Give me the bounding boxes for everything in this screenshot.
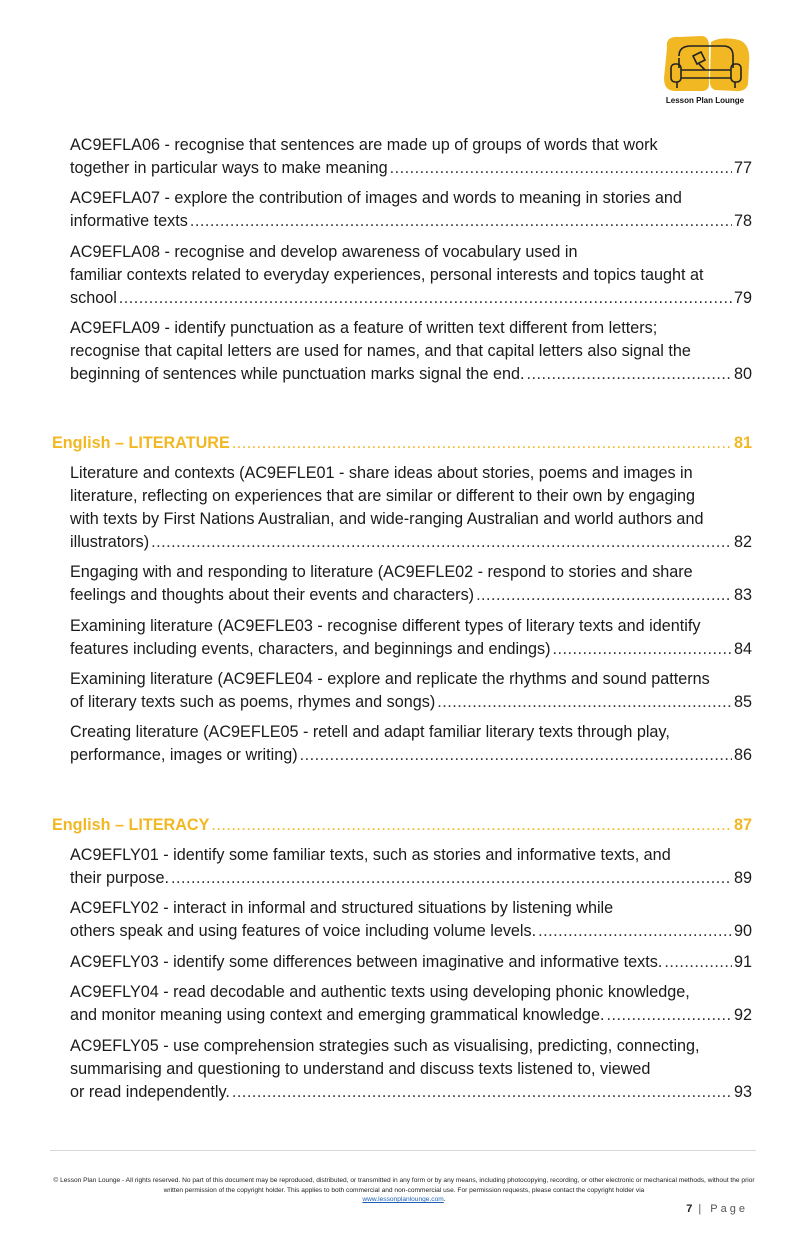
toc-entry-line: Examining literature (AC9EFLE04 - explore and replicate the rhythms and sound patterns — [70, 670, 710, 688]
toc-entry-line: AC9EFLY05 - use comprehension strategies such as visualising, predicting, connecting, — [70, 1037, 700, 1055]
section-heading-literacy[interactable] — [52, 814, 752, 837]
toc-entry-text: feelings and thoughts about their events and characters) — [70, 586, 475, 604]
toc-entry-line: Literature and contexts (AC9EFLE01 - share ideas about stories, poems and images in — [70, 464, 693, 482]
dot-leader — [151, 531, 732, 554]
toc-entry[interactable] — [70, 1035, 752, 1104]
page-number — [686, 1203, 748, 1215]
toc-page-number: 82 — [733, 533, 752, 551]
toc-entry-text: their purpose. — [70, 869, 169, 887]
toc-entry[interactable] — [70, 897, 752, 943]
section-heading-literature[interactable] — [52, 432, 752, 455]
toc-page-number: 93 — [733, 1083, 752, 1101]
dot-leader — [211, 814, 732, 837]
toc-entry-line: AC9EFLY02 - interact in informal and structured situations by listening while — [70, 899, 614, 917]
dot-leader — [390, 157, 732, 180]
toc-entry[interactable] — [70, 844, 752, 890]
dot-leader — [476, 584, 732, 607]
link-suffix: . — [443, 1196, 446, 1203]
toc-entry[interactable] — [70, 615, 752, 661]
dot-leader — [119, 287, 732, 310]
dot-leader — [171, 867, 732, 890]
toc-entry-text: or read independently. — [70, 1083, 230, 1101]
dot-leader — [232, 432, 732, 455]
page-number-label: Page — [710, 1203, 748, 1215]
page-number-separator: | — [692, 1203, 711, 1215]
toc-entry-line: familiar contexts related to everyday experiences, personal interests and topics taught at — [70, 266, 704, 284]
copyright-text: © Lesson Plan Lounge - All rights reserved. No part of this document may be reproduced, distributed, or transmitted in any form or by any means, including photocopying, recording, or other electronic or mechanical methods, without the prior written permission of the copyright holder. This applies to both commercial and non-commercial use. For permission requests, please contact the copyright holder via — [53, 1177, 755, 1194]
footer-divider — [50, 1150, 756, 1151]
toc-entry[interactable] — [70, 187, 752, 233]
dot-leader — [300, 744, 732, 767]
toc-entry-line: AC9EFLY01 - identify some familiar texts, such as stories and informative texts, and — [70, 846, 671, 864]
dot-leader — [538, 920, 732, 943]
toc-entry-line: summarising and questioning to understand and discuss texts listened to, viewed — [70, 1060, 651, 1078]
sofa-logo-icon — [661, 34, 751, 96]
toc-entry-line: Creating literature (AC9EFLE05 - retell and adapt familiar literary texts through play, — [70, 723, 670, 741]
toc-entry-text: illustrators) — [70, 533, 150, 551]
section-page-number: 81 — [733, 434, 752, 452]
toc-page-number: 90 — [733, 922, 752, 940]
toc-entry[interactable] — [70, 981, 752, 1027]
toc-entry-line: AC9EFLA08 - recognise and develop awareness of vocabulary used in — [70, 243, 578, 261]
toc-entry-text: and monitor meaning using context and emerging grammatical knowledge. — [70, 1006, 605, 1024]
toc-entry-text: of literary texts such as poems, rhymes and songs) — [70, 693, 436, 711]
toc-entry-line: AC9EFLA09 - identify punctuation as a feature of written text different from letters; — [70, 319, 658, 337]
toc-entry-line: AC9EFLA06 - recognise that sentences are made up of groups of words that work — [70, 136, 658, 154]
dot-leader — [664, 951, 732, 974]
section-page-number: 87 — [733, 816, 752, 834]
toc-entry-line: literature, reflecting on experiences that are similar or different to their own by engaging — [70, 487, 696, 505]
toc-page-number: 78 — [733, 212, 752, 230]
toc-entry-text: AC9EFLY03 - identify some differences between imaginative and informative texts. — [70, 953, 663, 971]
toc-entry[interactable] — [70, 561, 752, 607]
copyright-notice — [52, 1176, 756, 1205]
dot-leader — [232, 1081, 732, 1104]
toc-page-number: 83 — [733, 586, 752, 604]
dot-leader — [553, 638, 732, 661]
toc-page-number: 79 — [733, 289, 752, 307]
toc-entry[interactable] — [70, 317, 752, 386]
toc-page-number: 77 — [733, 159, 752, 177]
logo — [659, 34, 751, 108]
dot-leader — [190, 210, 732, 233]
dot-leader — [607, 1004, 732, 1027]
toc-entry-text: others speak and using features of voice including volume levels. — [70, 922, 537, 940]
toc-entry-line: AC9EFLY04 - read decodable and authentic texts using developing phonic knowledge, — [70, 983, 690, 1001]
logo-text: Lesson Plan Lounge — [665, 96, 745, 105]
dot-leader — [526, 363, 732, 386]
toc-entry-text: school — [70, 289, 117, 307]
toc-page-number: 92 — [733, 1006, 752, 1024]
toc-entry-text: beginning of sentences while punctuation marks signal the end. — [70, 365, 525, 383]
toc-entry[interactable] — [70, 721, 752, 767]
toc-page-number: 85 — [733, 693, 752, 711]
toc-entry-line: with texts by First Nations Australian, and wide-ranging Australian and world authors and — [70, 510, 704, 528]
toc-entry-text: features including events, characters, and beginnings and endings) — [70, 640, 551, 658]
toc-entry-line: Engaging with and responding to literature (AC9EFLE02 - respond to stories and share — [70, 563, 693, 581]
toc-entry-text: informative texts — [70, 212, 188, 230]
page-number-value: 7 — [686, 1203, 693, 1215]
toc-entry[interactable] — [70, 951, 752, 974]
toc-entry-line: recognise that capital letters are used for names, and that capital letters also signal the — [70, 342, 691, 360]
toc-entry-text: performance, images or writing) — [70, 746, 298, 764]
section-heading-label: English – LITERATURE — [52, 434, 230, 452]
section-heading-label: English – LITERACY — [52, 816, 210, 834]
toc-entry[interactable] — [70, 668, 752, 714]
toc-page-number: 84 — [733, 640, 752, 658]
toc-entry[interactable] — [70, 241, 752, 310]
website-link[interactable]: www.lessonplanlounge.com — [362, 1196, 444, 1203]
dot-leader — [437, 691, 732, 714]
toc-page-number: 89 — [733, 869, 752, 887]
toc-entry-line: Examining literature (AC9EFLE03 - recognise different types of literary texts and identify — [70, 617, 701, 635]
toc-page-number: 91 — [733, 953, 752, 971]
toc-page-number: 86 — [733, 746, 752, 764]
toc-entry-line: AC9EFLA07 - explore the contribution of images and words to meaning in stories and — [70, 189, 682, 207]
toc-page-number: 80 — [733, 365, 752, 383]
toc-entry-text: together in particular ways to make meaning — [70, 159, 388, 177]
toc-entry[interactable] — [70, 462, 752, 554]
toc-entry[interactable] — [70, 134, 752, 180]
